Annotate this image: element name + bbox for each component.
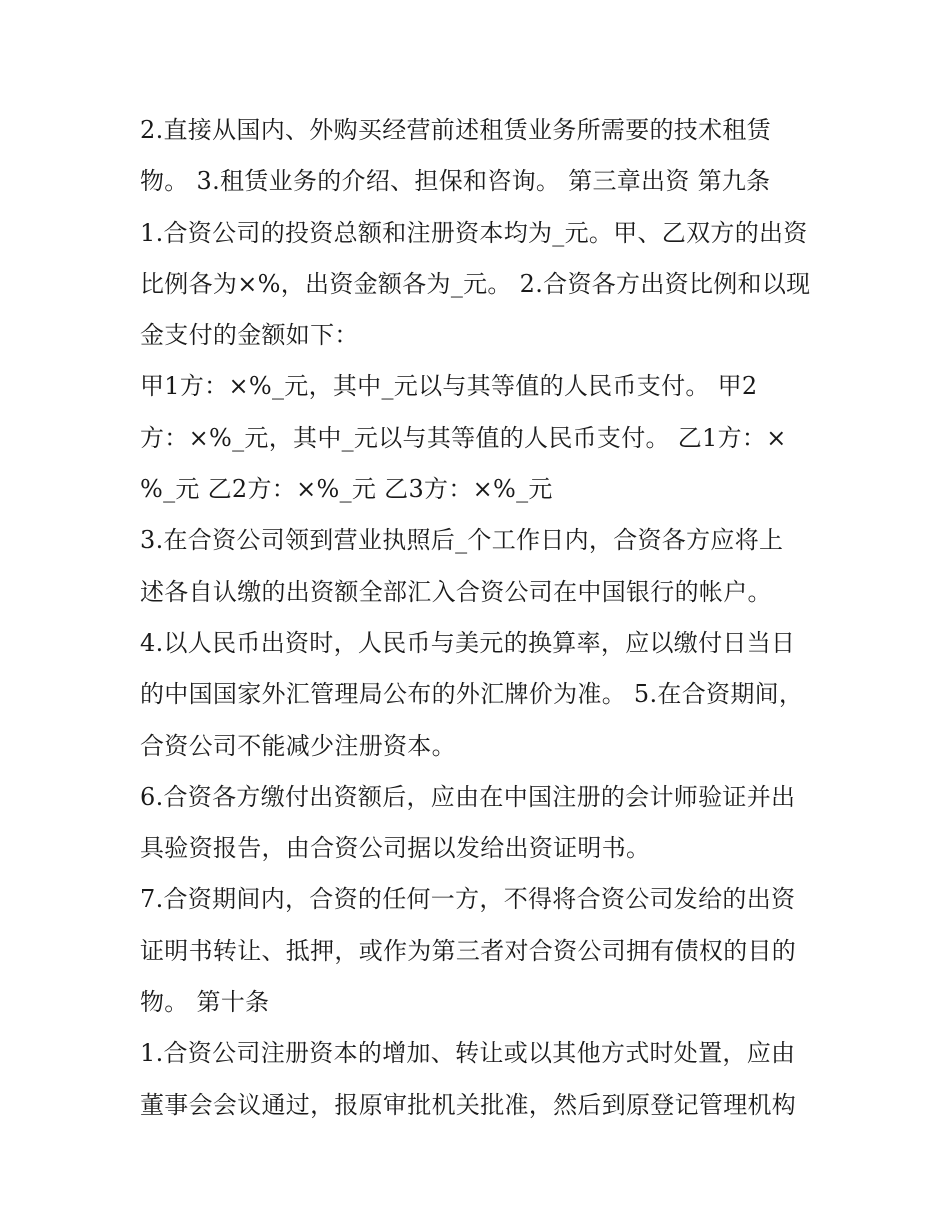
text-line: 合资公司不能减少注册资本。 (140, 731, 456, 760)
text-line: 2.直接从国内、外购买经营前述租赁业务所需要的技术租赁 (140, 116, 771, 144)
text-line: 1.合资公司的投资总额和注册资本均为_元。甲、乙双方的出资 (140, 218, 808, 247)
text-line: 述各自认缴的出资额全部汇入合资公司在中国银行的帐户。 (140, 577, 772, 606)
text-line: 甲1方：×%_元，其中_元以与其等值的人民币支付。 甲2 (140, 372, 758, 401)
text-line: 董事会会议通过，报原审批机关批准，然后到原登记管理机构 (140, 1090, 797, 1119)
text-line: 比例各为×%，出资金额各为_元。 2.合资各方出资比例和以现 (140, 269, 811, 298)
text-line: 金支付的金额如下： (140, 321, 359, 350)
text-line: 的中国国家外汇管理局公布的外汇牌价为准。 5.在合资期间， (140, 680, 804, 709)
text-line: 证明书转让、抵押，或作为第三者对合资公司拥有债权的目的 (140, 936, 797, 965)
text-line: %_元 乙2方：×%_元 乙3方：×%_元 (140, 475, 553, 504)
text-line: 方：×%_元，其中_元以与其等值的人民币支付。 乙1方：× (140, 423, 787, 452)
document-body (140, 105, 820, 1131)
text-line: 物。 3.租赁业务的介绍、担保和咨询。 第三章出资 第九条 (140, 167, 771, 196)
text-line: 7.合资期间内，合资的任何一方，不得将合资公司发给的出资 (140, 885, 796, 914)
text-line: 物。 第十条 (140, 988, 270, 1017)
text-line: 具验资报告，由合资公司据以发给出资证明书。 (140, 834, 651, 863)
text-line: 3.在合资公司领到营业执照后_个工作日内，合资各方应将上 (140, 526, 784, 555)
text-line: 6.合资各方缴付出资额后，应由在中国注册的会计师验证并出 (140, 782, 796, 811)
text-line: 1.合资公司注册资本的增加、转让或以其他方式时处置，应由 (140, 1039, 796, 1068)
text-line: 4.以人民币出资时，人民币与美元的换算率，应以缴付日当日 (140, 628, 796, 657)
